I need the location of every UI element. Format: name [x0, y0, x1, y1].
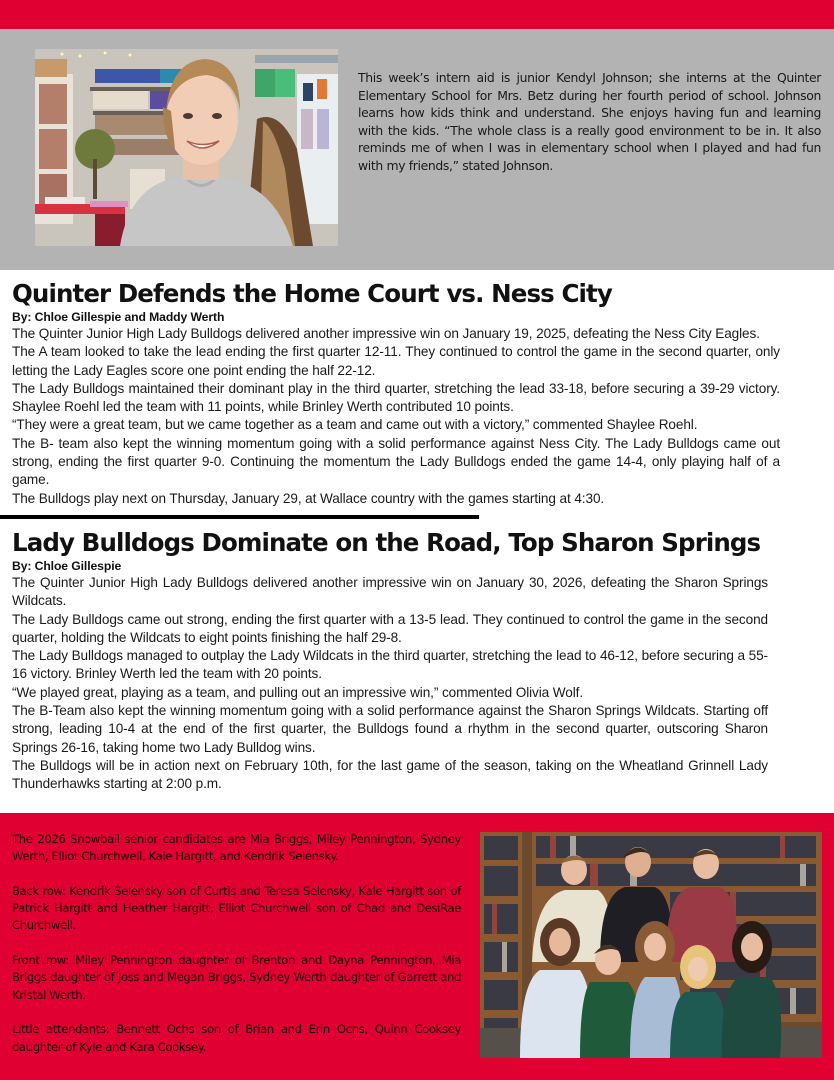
- snowball-text: [12, 831, 461, 1073]
- snowball-paragraph: Front row: Miley Pennington daughter of Brenton and Dayna Pennington, Mia Briggs daughter of Joss and Megan Briggs, Sydney Werth daughter of Garrett and Kristal Werth.: [12, 953, 461, 1002]
- article-paragraph: The Bulldogs will be in action next on February 10th, for the last game of the season, taking on the Wheatland Grinnell Lady Thunderhawks starting at 2:00 p.m.: [12, 757, 768, 792]
- snowball-paragraph: Back row: Kendrik Selensky son of Curtis and Teresa Selensky, Kale Hargitt son of Patrick Hargitt and Heather Hargitt, Elliot Churchwell son of Chad and DesiRae Churchwell.: [12, 883, 461, 933]
- article-paragraph: The Lady Bulldogs managed to outplay the Lady Wildcats in the third quarter, stretching the lead to 46-12, before securing a 55-16 victory. Brinley Werth led the team with 20 points.: [12, 648, 768, 682]
- article-paragraph: The Lady Bulldogs maintained their dominant play in the third quarter, stretching the lead 33-18, before securing a 39-29 victory. Shaylee Roehl led the team with 11 points, while Brinley Werth contributed 10 points.: [12, 380, 780, 415]
- intern-spotlight-text: This week’s intern aid is junior Kendyl Johnson; she interns at the Quinter Elementary School for Mrs. Betz during her fourth period of school. Johnson learns how kids think and understand. She enjoys having fun and learning with the kids. “The whole class is a really good environment to be in. It also reminds me of when I was in elementary school when I played and had fun with my friends,” stated Johnson.: [358, 70, 821, 173]
- snowball-candidates-section: [0, 813, 834, 1080]
- top-accent-bar: [0, 0, 834, 29]
- portrait-image-icon: [35, 49, 338, 246]
- article-paragraph: The Bulldogs play next on Thursday, January 29, at Wallace country with the games starting at 4:30.: [12, 490, 605, 506]
- article-byline: By: Chloe Gillespie and Maddy Werth: [12, 310, 225, 324]
- article-paragraph: The B- team also kept the winning momentum going with a solid performance against Ness City. The Lady Bulldogs came out strong, ending the first quarter 9-0. Continuing the momentum the Lady Bulldogs ended the game 14-4, only playing half of a game.: [12, 435, 780, 488]
- section-divider: [0, 515, 479, 519]
- article-road-win: [12, 527, 768, 794]
- group-photo-image-icon: [480, 832, 822, 1058]
- intern-portrait-photo: [35, 49, 338, 246]
- snowball-group-photo: [480, 832, 822, 1058]
- article-headline: Quinter Defends the Home Court vs. Ness City: [12, 279, 612, 308]
- article-paragraph: The Lady Bulldogs came out strong, ending the first quarter with a 13-5 lead. They continued to control the game in the second quarter, holding the Wildcats to eight points finishing the half 29-8.: [12, 611, 768, 645]
- snowball-paragraph: The 2026 Snowball senior candidates are Mia Briggs, Miley Pennington, Sydney Werth, Elliot Churchwell, Kale Hargitt, and Kendrik Selensky.: [12, 832, 461, 864]
- article-home-court: [12, 278, 780, 508]
- article-paragraph: The A team looked to take the lead ending the first quarter 12-11. They continued to control the game in the second quarter, only letting the Lady Eagles score one point ending the half 22-12.: [12, 344, 780, 378]
- article-paragraph: The Quinter Junior High Lady Bulldogs delivered another impressive win on January 30, 2026, defeating the Sharon Springs Wildcats.: [12, 575, 768, 609]
- article-paragraph: “We played great, playing as a team, and pulling out an impressive win,” commented Olivia Wolf.: [12, 684, 584, 700]
- article-byline: By: Chloe Gillespie: [12, 559, 122, 573]
- article-body: [12, 325, 780, 508]
- snowball-paragraph: Little attendants: Bennett Ochs son of Brian and Erin Ochs, Quinn Cooksey daughter of Kyle and Kara Cooksey.: [12, 1022, 461, 1054]
- intern-spotlight-section: [0, 29, 834, 270]
- article-headline: Lady Bulldogs Dominate on the Road, Top Sharon Springs: [12, 528, 761, 557]
- article-paragraph: The Quinter Junior High Lady Bulldogs delivered another impressive win on January 19, 2025, defeating the Ness City Eagles.: [12, 326, 760, 341]
- article-paragraph: The B-Team also kept the winning momentum going with a solid performance against the Sharon Springs Wildcats. Starting off strong, leading 10-4 at the end of the first quarter, the Bulldogs found a rhythm in the second quarter, outscoring Sharon Springs 26-16, taking home two Lady Bulldog wins.: [12, 703, 768, 755]
- article-paragraph: “They were a great team, but we came together as a team and came out with a victory,” commented Shaylee Roehl.: [12, 417, 698, 433]
- article-body: [12, 574, 768, 794]
